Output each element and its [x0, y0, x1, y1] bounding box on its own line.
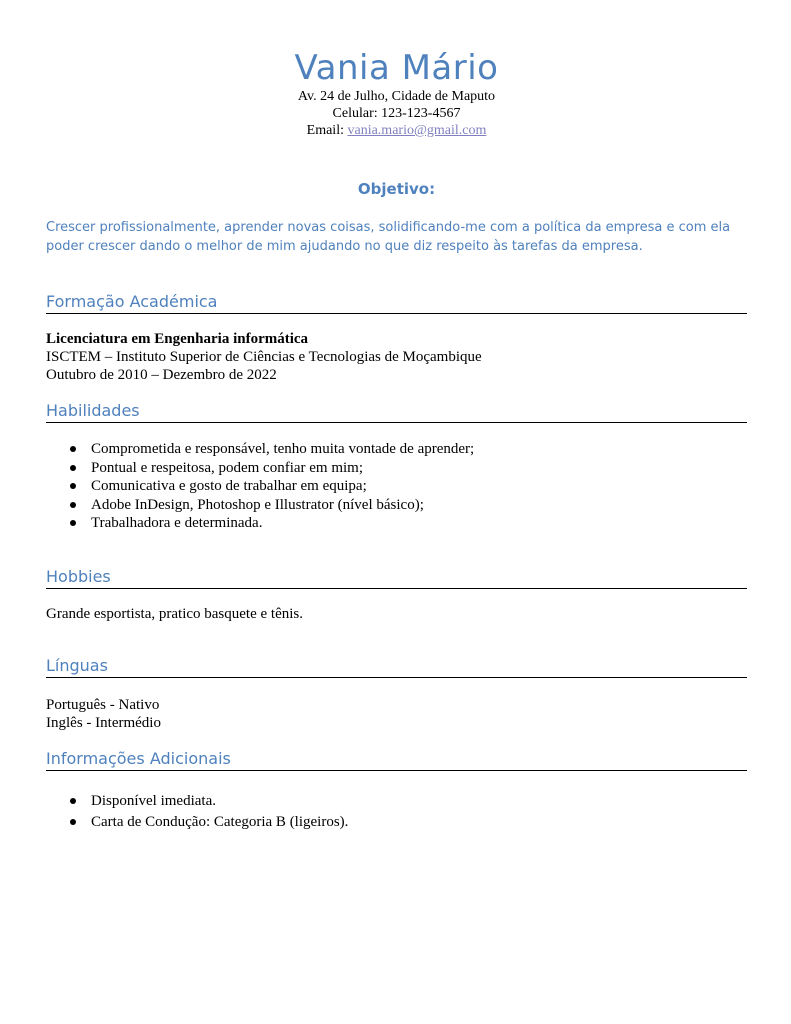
bullet-icon	[70, 483, 76, 489]
bullet-icon	[70, 819, 76, 825]
hobbies-section	[46, 566, 747, 623]
phone-line: Celular: 123-123-4567	[332, 106, 461, 121]
bullet-icon	[70, 520, 76, 526]
objective-text	[46, 218, 747, 256]
languages-list	[46, 696, 747, 732]
email-label: Email:	[306, 123, 348, 138]
additional-heading: Informações Adicionais	[46, 748, 747, 771]
education-body	[46, 330, 747, 384]
objective-line-1: Crescer profissionalmente, aprender novas coisas, solidificando-me com a política da empresa e com ela	[46, 220, 731, 235]
list-item: Pontual e respeitosa, podem confiar em mim;	[46, 459, 747, 478]
bullet-icon	[70, 465, 76, 471]
list-item: Comprometida e responsável, tenho muita vontade de aprender;	[46, 440, 747, 459]
languages-section	[46, 655, 747, 732]
bullet-icon	[70, 502, 76, 508]
education-section	[46, 291, 747, 384]
list-item: Inglês - Intermédio	[46, 715, 161, 731]
additional-list	[46, 791, 747, 833]
list-item: Comunicativa e gosto de trabalhar em equipa;	[46, 477, 747, 496]
skills-section	[46, 400, 747, 533]
degree-title: Licenciatura em Engenharia informática	[46, 331, 309, 347]
skills-heading: Habilidades	[46, 400, 747, 423]
study-period: Outubro de 2010 – Dezembro de 2022	[46, 367, 277, 383]
objective-title: Objetivo:	[357, 180, 436, 198]
hobbies-heading: Hobbies	[46, 566, 747, 589]
education-heading: Formação Académica	[46, 291, 747, 314]
list-item: Português - Nativo	[46, 697, 160, 713]
skills-list	[46, 440, 747, 533]
email-line	[46, 123, 747, 139]
bullet-icon	[70, 798, 76, 804]
list-item: Trabalhadora e determinada.	[46, 514, 747, 533]
list-item: Adobe InDesign, Photoshop e Illustrator (nível básico);	[46, 496, 747, 515]
address-line: Av. 24 de Julho, Cidade de Maputo	[297, 89, 496, 104]
list-item: Disponível imediata.	[46, 791, 747, 812]
email-link[interactable]: vania.mario@gmail.com	[347, 123, 487, 138]
hobbies-text: Grande esportista, pratico basquete e tênis.	[46, 606, 303, 622]
institution-name: ISCTEM – Instituto Superior de Ciências e Tecnologias de Moçambique	[46, 349, 482, 365]
objective-line-2: poder crescer dando o melhor de mim ajudando no que diz respeito às tarefas da empresa.	[46, 239, 643, 254]
languages-heading: Línguas	[46, 655, 747, 678]
bullet-icon	[70, 446, 76, 452]
list-item: Carta de Condução: Categoria B (ligeiros).	[46, 812, 747, 833]
additional-section	[46, 748, 747, 833]
candidate-name: Vania Mário	[294, 48, 499, 88]
